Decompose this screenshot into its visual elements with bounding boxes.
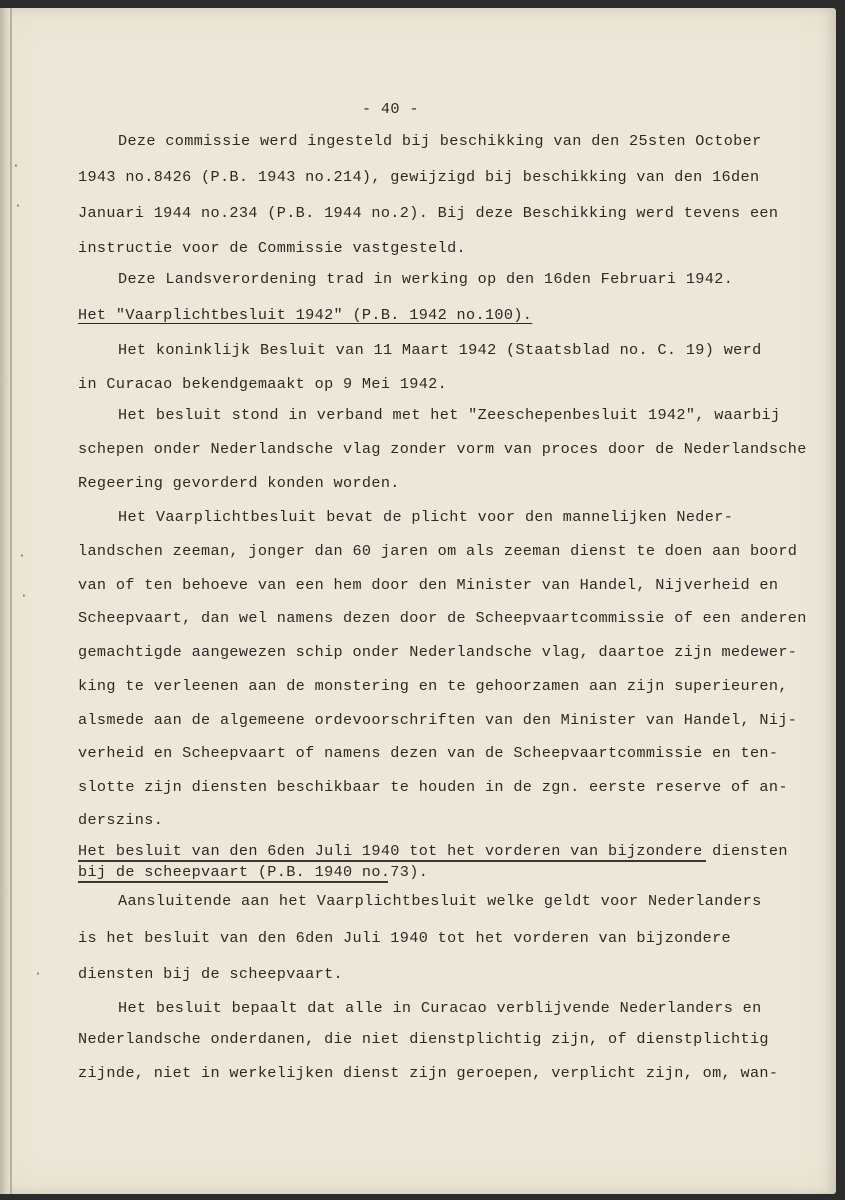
document-page bbox=[0, 8, 836, 1194]
text-line: Nederlandsche onderdanen, die niet dienstplichtig zijn, of dienstplichtig bbox=[78, 1030, 769, 1048]
text-line: Het besluit bepaalt dat alle in Curacao verblijvende Nederlanders en bbox=[118, 999, 762, 1017]
text-line: gemachtigde aangewezen schip onder Nederlandsche vlag, daartoe zijn medewer- bbox=[78, 643, 798, 661]
text-line: 1943 no.8426 (P.B. 1943 no.214), gewijzigd bij beschikking van den 16den bbox=[78, 168, 760, 186]
text-line: Scheepvaart, dan wel namens dezen door de Scheepvaartcommissie of een anderen bbox=[78, 609, 807, 627]
text-line: derszins. bbox=[78, 811, 164, 829]
text-line: Deze commissie werd ingesteld bij beschikking van den 25sten October bbox=[118, 132, 762, 150]
heading-underline bbox=[78, 881, 388, 883]
margin-mark: · bbox=[20, 588, 28, 603]
text-line: Het koninklijk Besluit van 11 Maart 1942 (Staatsblad no. C. 19) werd bbox=[118, 341, 762, 359]
margin-mark: · bbox=[18, 548, 26, 563]
section-heading: Het "Vaarplichtbesluit 1942" (P.B. 1942 no.100). bbox=[78, 306, 533, 324]
text-line: slotte zijn diensten beschikbaar te houden in de zgn. eerste reserve of an- bbox=[78, 778, 788, 796]
text-line: Januari 1944 no.234 (P.B. 1944 no.2). Bij deze Beschikking werd tevens een bbox=[78, 204, 779, 222]
section-heading: Het besluit van den 6den Juli 1940 tot het vorderen van bijzondere diensten bbox=[78, 842, 788, 860]
text-line: Regeering gevorderd konden worden. bbox=[78, 474, 400, 492]
margin-mark: · bbox=[34, 966, 42, 981]
text-line: diensten bij de scheepvaart. bbox=[78, 965, 343, 983]
text-line: van of ten behoeve van een hem door den Minister van Handel, Nijverheid en bbox=[78, 576, 779, 594]
margin-mark: · bbox=[14, 198, 22, 213]
margin-mark: · bbox=[12, 158, 20, 173]
text-line: Het Vaarplichtbesluit bevat de plicht voor den mannelijken Neder- bbox=[118, 508, 734, 526]
section-heading: bij de scheepvaart (P.B. 1940 no.73). bbox=[78, 863, 429, 881]
text-line: zijnde, niet in werkelijken dienst zijn geroepen, verplicht zijn, om, wan- bbox=[78, 1064, 779, 1082]
text-line: king te verleenen aan de monstering en te gehoorzamen aan zijn superieuren, bbox=[78, 677, 788, 695]
text-line: is het besluit van den 6den Juli 1940 tot het vorderen van bijzondere bbox=[78, 929, 732, 947]
page-number: - 40 - bbox=[362, 100, 419, 118]
text-line: verheid en Scheepvaart of namens dezen van de Scheepvaartcommissie en ten- bbox=[78, 744, 779, 762]
text-line: in Curacao bekendgemaakt op 9 Mei 1942. bbox=[78, 375, 448, 393]
text-line: instructie voor de Commissie vastgesteld. bbox=[78, 239, 467, 257]
text-line: Het besluit stond in verband met het "Zeeschepenbesluit 1942", waarbij bbox=[118, 406, 781, 424]
page-binding-edge bbox=[0, 8, 10, 1194]
text-line: alsmede aan de algemeene ordevoorschriften van den Minister van Handel, Nij- bbox=[78, 711, 798, 729]
text-line: landschen zeeman, jonger dan 60 jaren om als zeeman dienst te doen aan boord bbox=[78, 542, 798, 560]
text-line: Aansluitende aan het Vaarplichtbesluit welke geldt voor Nederlanders bbox=[118, 892, 762, 910]
heading-underline bbox=[78, 860, 706, 862]
page-binding-line bbox=[10, 8, 12, 1194]
text-line: Deze Landsverordening trad in werking op den 16den Februari 1942. bbox=[118, 270, 734, 288]
text-line: schepen onder Nederlandsche vlag zonder vorm van proces door de Nederlandsche bbox=[78, 440, 807, 458]
